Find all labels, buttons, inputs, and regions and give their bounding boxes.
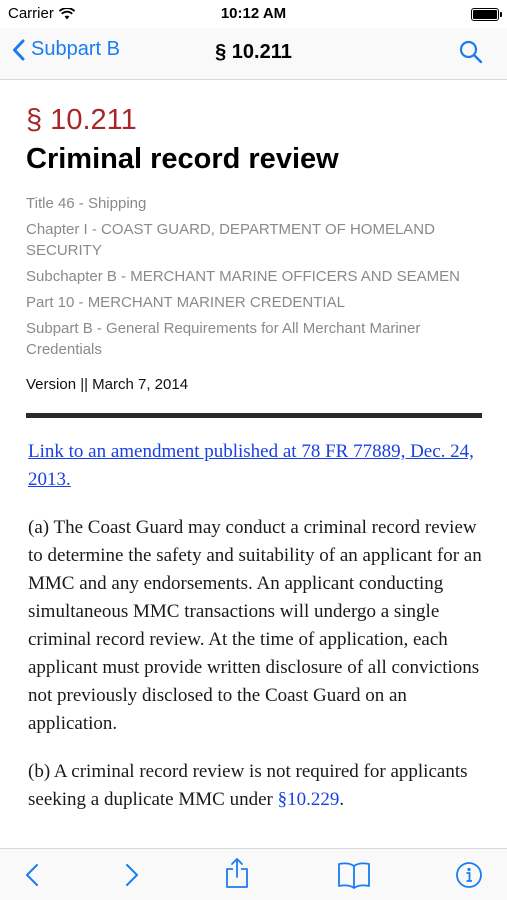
status-bar — [0, 0, 507, 28]
paragraph-b-end: . — [339, 789, 345, 810]
share-button[interactable] — [221, 857, 253, 889]
search-button[interactable] — [459, 40, 483, 69]
divider — [26, 413, 482, 418]
back-arrow-icon — [25, 863, 39, 887]
nav-title: § 10.211 — [215, 41, 292, 63]
info-icon — [455, 861, 483, 889]
navigation-bar — [0, 28, 507, 80]
hierarchy-part: Part 10 - MERCHANT MARINER CREDENTIAL — [26, 294, 345, 311]
bookmarks-icon — [337, 861, 371, 889]
info-button[interactable] — [453, 859, 485, 891]
search-icon — [459, 40, 483, 64]
hierarchy-subchapter: Subchapter B - MERCHANT MARINE OFFICERS AND SEAMEN — [26, 268, 460, 285]
status-time: 10:12 AM — [220, 5, 287, 22]
battery-icon — [471, 8, 499, 21]
hierarchy-subpart: Subpart B - General Requirements for All Merchant Mariner Credentials — [26, 320, 421, 358]
forward-page-button[interactable] — [116, 859, 148, 891]
amendment-link[interactable]: Link to an amendment published at 78 FR 77889, Dec. 24, 2013. — [28, 441, 474, 490]
hierarchy-title: Title 46 - Shipping — [26, 195, 147, 212]
share-icon — [224, 857, 250, 889]
section-title: Criminal record review — [26, 143, 339, 175]
forward-arrow-icon — [125, 863, 139, 887]
section-number: § 10.211 — [26, 104, 137, 136]
bottom-toolbar — [0, 848, 507, 900]
section-10-229-link[interactable]: §10.229 — [277, 789, 340, 810]
hierarchy-chapter: Chapter I - COAST GUARD, DEPARTMENT OF HOMELAND SECURITY — [26, 221, 435, 259]
breadcrumb-hierarchy — [26, 193, 486, 365]
back-page-button[interactable] — [16, 859, 48, 891]
bookmarks-button[interactable] — [336, 859, 372, 891]
amendment-paragraph — [28, 438, 488, 494]
regulation-body — [28, 438, 488, 834]
paragraph-b — [28, 758, 488, 814]
carrier-label: Carrier — [8, 5, 54, 22]
paragraph-b-text: (b) A criminal record review is not required for applicants seeking a duplicate MMC under — [28, 761, 468, 810]
version-label: Version || March 7, 2014 — [26, 376, 189, 393]
paragraph-a: (a) The Coast Guard may conduct a criminal record review to determine the safety and suitability of an applicant for an MMC and any endorsements. An applicant conducting simultaneous MMC transactions will undergo a single criminal record review. At the time of application, each applicant must provide written disclosure of all convictions not previously disclosed to the Coast Guard on an application. — [28, 517, 482, 734]
back-button-label: Subpart B — [31, 38, 120, 60]
